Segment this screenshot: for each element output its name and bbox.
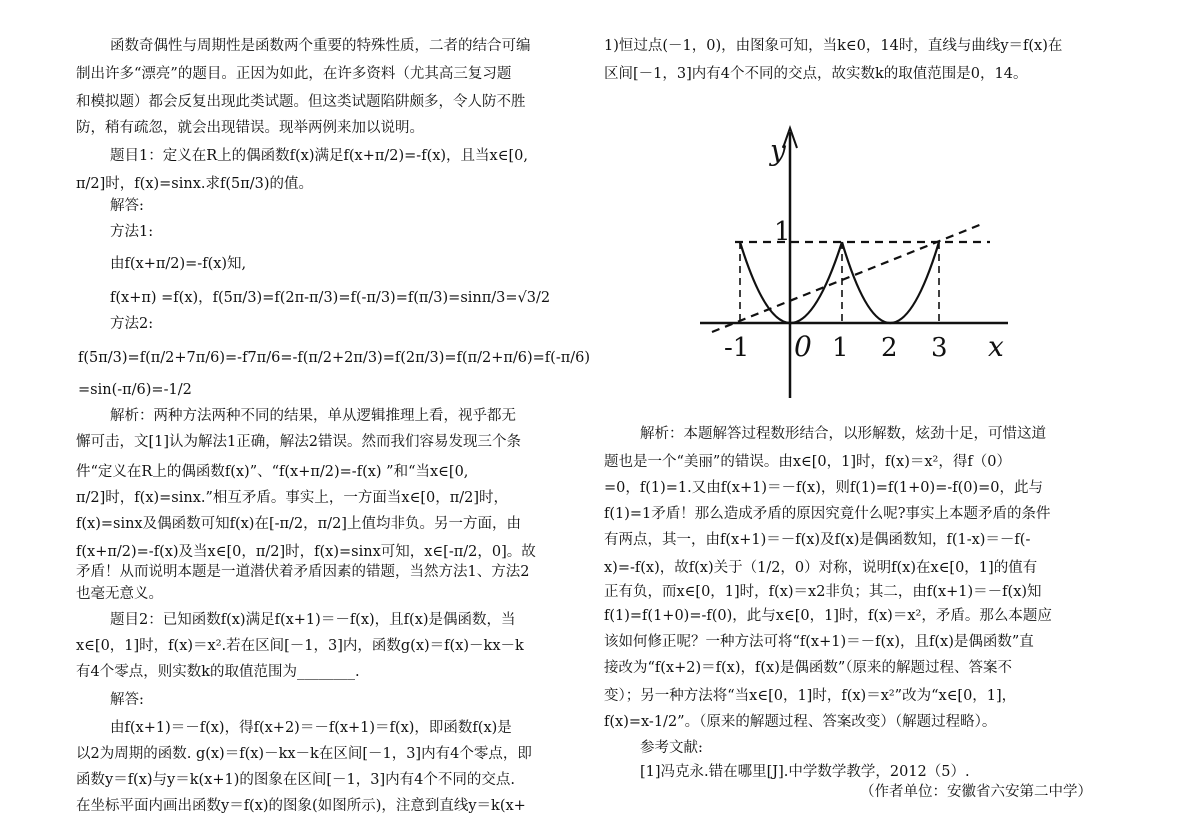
text-line: =sin(-π/6)=-1/2 bbox=[78, 382, 192, 398]
text-line: 变）；另一种方法将“当x∈[0，1]时，f(x)＝x²”改为“x∈[0，1]， bbox=[604, 688, 1017, 704]
function-graph-svg bbox=[690, 120, 1020, 410]
text-line: 件“定义在R上的偶函数f(x)”、“f(x+π/2)=-f(x) ”和“当x∈[0, bbox=[76, 464, 469, 480]
text-line: 矛盾！从而说明本题是一道潜伏着矛盾因素的错题，当然方法1、方法2 bbox=[76, 564, 530, 580]
curve-segment-2 bbox=[842, 242, 939, 323]
text-line: f(x+π/2)=-f(x)及当x∈[0，π/2]时，f(x)=sinx可知，x∈[-π/2，0]。故 bbox=[76, 544, 536, 560]
text-line: 正有负，而x∈[0，1]时，f(x)＝x2非负；其二，由f(x+1)＝－f(x)知 bbox=[604, 584, 1042, 600]
text-line: 防，稍有疏忽，就会出现错误。现举两例来加以说明。 bbox=[76, 120, 424, 136]
text-line: π/2]时，f(x)=sinx.”相互矛盾。事实上，一方面当x∈[0，π/2]时， bbox=[76, 490, 509, 506]
x-tick-label: 0 bbox=[794, 330, 812, 363]
text-line: 以2为周期的函数. g(x)＝f(x)－kx－k在区间[－1，3]内有4个零点，即 bbox=[76, 746, 532, 762]
text-line: 题目1：定义在R上的偶函数f(x)满足f(x+π/2)=-f(x)，且当x∈[0, bbox=[110, 148, 528, 164]
text-line: 懈可击，文[1]认为解法1正确，解法2错误。然而我们容易发现三个条 bbox=[76, 434, 521, 450]
text-line: 方法2: bbox=[110, 316, 154, 332]
text-line: [1]冯克永.错在哪里[J].中学数学教学，2012（5）. bbox=[640, 764, 970, 780]
text-line: 也毫无意义。 bbox=[76, 586, 163, 602]
text-line: x∈[0，1]时，f(x)＝x².若在区间[－1，3]内，函数g(x)＝f(x)－kx－k bbox=[76, 638, 524, 654]
text-line: 有4个零点，则实数k的取值范围为________. bbox=[76, 664, 360, 680]
text-line: 有两点，其一，由f(x+1)＝－f(x)及f(x)是偶函数知，f(1-x)＝－f(- bbox=[604, 532, 1031, 548]
text-line: 由f(x+π/2)=-f(x)知, bbox=[110, 256, 247, 272]
text-line: 区间[－1，3]内有4个不同的交点，故实数k的取值范围是0，14。 bbox=[604, 66, 1028, 82]
text-line: 制出许多“漂亮”的题目。正因为如此，在许多资料（尤其高三复习题 bbox=[76, 66, 512, 82]
text-line: 和模拟题）都会反复出现此类试题。但这类试题陷阱颇多，令人防不胜 bbox=[76, 94, 526, 110]
function-graph-figure bbox=[690, 120, 1020, 410]
text-line: f(1)=f(1+0)=-f(0)，此与x∈[0，1]时，f(x)＝x²，矛盾。那么本题应 bbox=[604, 608, 1052, 624]
text-line: 在坐标平面内画出函数y＝f(x)的图象(如图所示)，注意到直线y＝k(x+ bbox=[76, 798, 526, 814]
text-line: f(x)=sinx及偶函数可知f(x)在[-π/2，π/2]上值均非负。另一方面，由 bbox=[76, 516, 521, 532]
text-line: 方法1: bbox=[110, 224, 154, 240]
text-line: f(1)=1矛盾！那么造成矛盾的原因究竟什么呢?事实上本题矛盾的条件 bbox=[604, 506, 1051, 522]
text-line: f(5π/3)=f(π/2+7π/6)=-f7π/6=-f(π/2+2π/3)=f(2π/3)=f(π/2+π/6)=f(-π/6) bbox=[78, 350, 591, 366]
text-line: 接改为“f(x+2)＝f(x)，f(x)是偶函数”（原来的解题过程、答案不 bbox=[604, 660, 1013, 676]
text-line: 函数奇偶性与周期性是函数两个重要的特殊性质，二者的结合可编 bbox=[110, 38, 531, 54]
text-line: 函数y＝f(x)与y＝k(x+1)的图象在区间[－1，3]内有4个不同的交点. bbox=[76, 772, 515, 788]
text-line: 由f(x+1)＝－f(x)，得f(x+2)＝－f(x+1)＝f(x)，即函数f(x)是 bbox=[110, 720, 512, 736]
x-tick-label: 1 bbox=[832, 333, 849, 363]
x-tick-label: 2 bbox=[881, 333, 898, 363]
text-line: 解析：两种方法两种不同的结果，单从逻辑推理上看，视乎都无 bbox=[110, 408, 516, 424]
text-line: 解析：本题解答过程数形结合，以形解数，炫劲十足，可惜这道 bbox=[640, 426, 1046, 442]
text-line: 参考文献: bbox=[640, 740, 703, 756]
text-line: π/2]时，f(x)=sinx.求f(5π/3)的值。 bbox=[76, 176, 314, 192]
x-axis-label: x bbox=[988, 330, 1004, 363]
y-tick-label: 1 bbox=[774, 217, 791, 247]
text-line: 解答: bbox=[110, 198, 144, 214]
text-line: f(x)=x-1/2”。（原来的解题过程、答案改变）（解题过程略）。 bbox=[604, 714, 997, 730]
text-line: x)=-f(x)，故f(x)关于（1/2，0）对称，说明f(x)在x∈[0，1]的值有 bbox=[604, 560, 1038, 576]
text-line: 1)恒过点(－1，0)，由图象可知，当k∈0，14时，直线与曲线y＝f(x)在 bbox=[604, 38, 1063, 54]
text-line: 题目2：已知函数f(x)满足f(x+1)＝－f(x)，且f(x)是偶函数，当 bbox=[110, 612, 516, 628]
text-line: =0，f(1)=1.又由f(x+1)＝－f(x)，则f(1)=f(1+0)=-f(0)=0，此与 bbox=[604, 480, 1044, 496]
y-axis-label: y bbox=[770, 134, 786, 167]
x-tick-label: 3 bbox=[931, 333, 948, 363]
author-affiliation: （作者单位：安徽省六安第二中学） bbox=[860, 784, 1092, 800]
text-line: f(x+π) =f(x)，f(5π/3)=f(2π-π/3)=f(-π/3)=f(π/3)=sinπ/3=√3/2 bbox=[110, 290, 551, 306]
text-line: 解答: bbox=[110, 692, 144, 708]
text-line: 该如何修正呢？一种方法可将“f(x+1)＝－f(x)，且f(x)是偶函数”直 bbox=[604, 634, 1034, 650]
x-tick-label: -1 bbox=[724, 333, 750, 363]
text-line: 题也是一个“美丽”的错误。由x∈[0，1]时，f(x)＝x²，得f（0） bbox=[604, 454, 1011, 470]
